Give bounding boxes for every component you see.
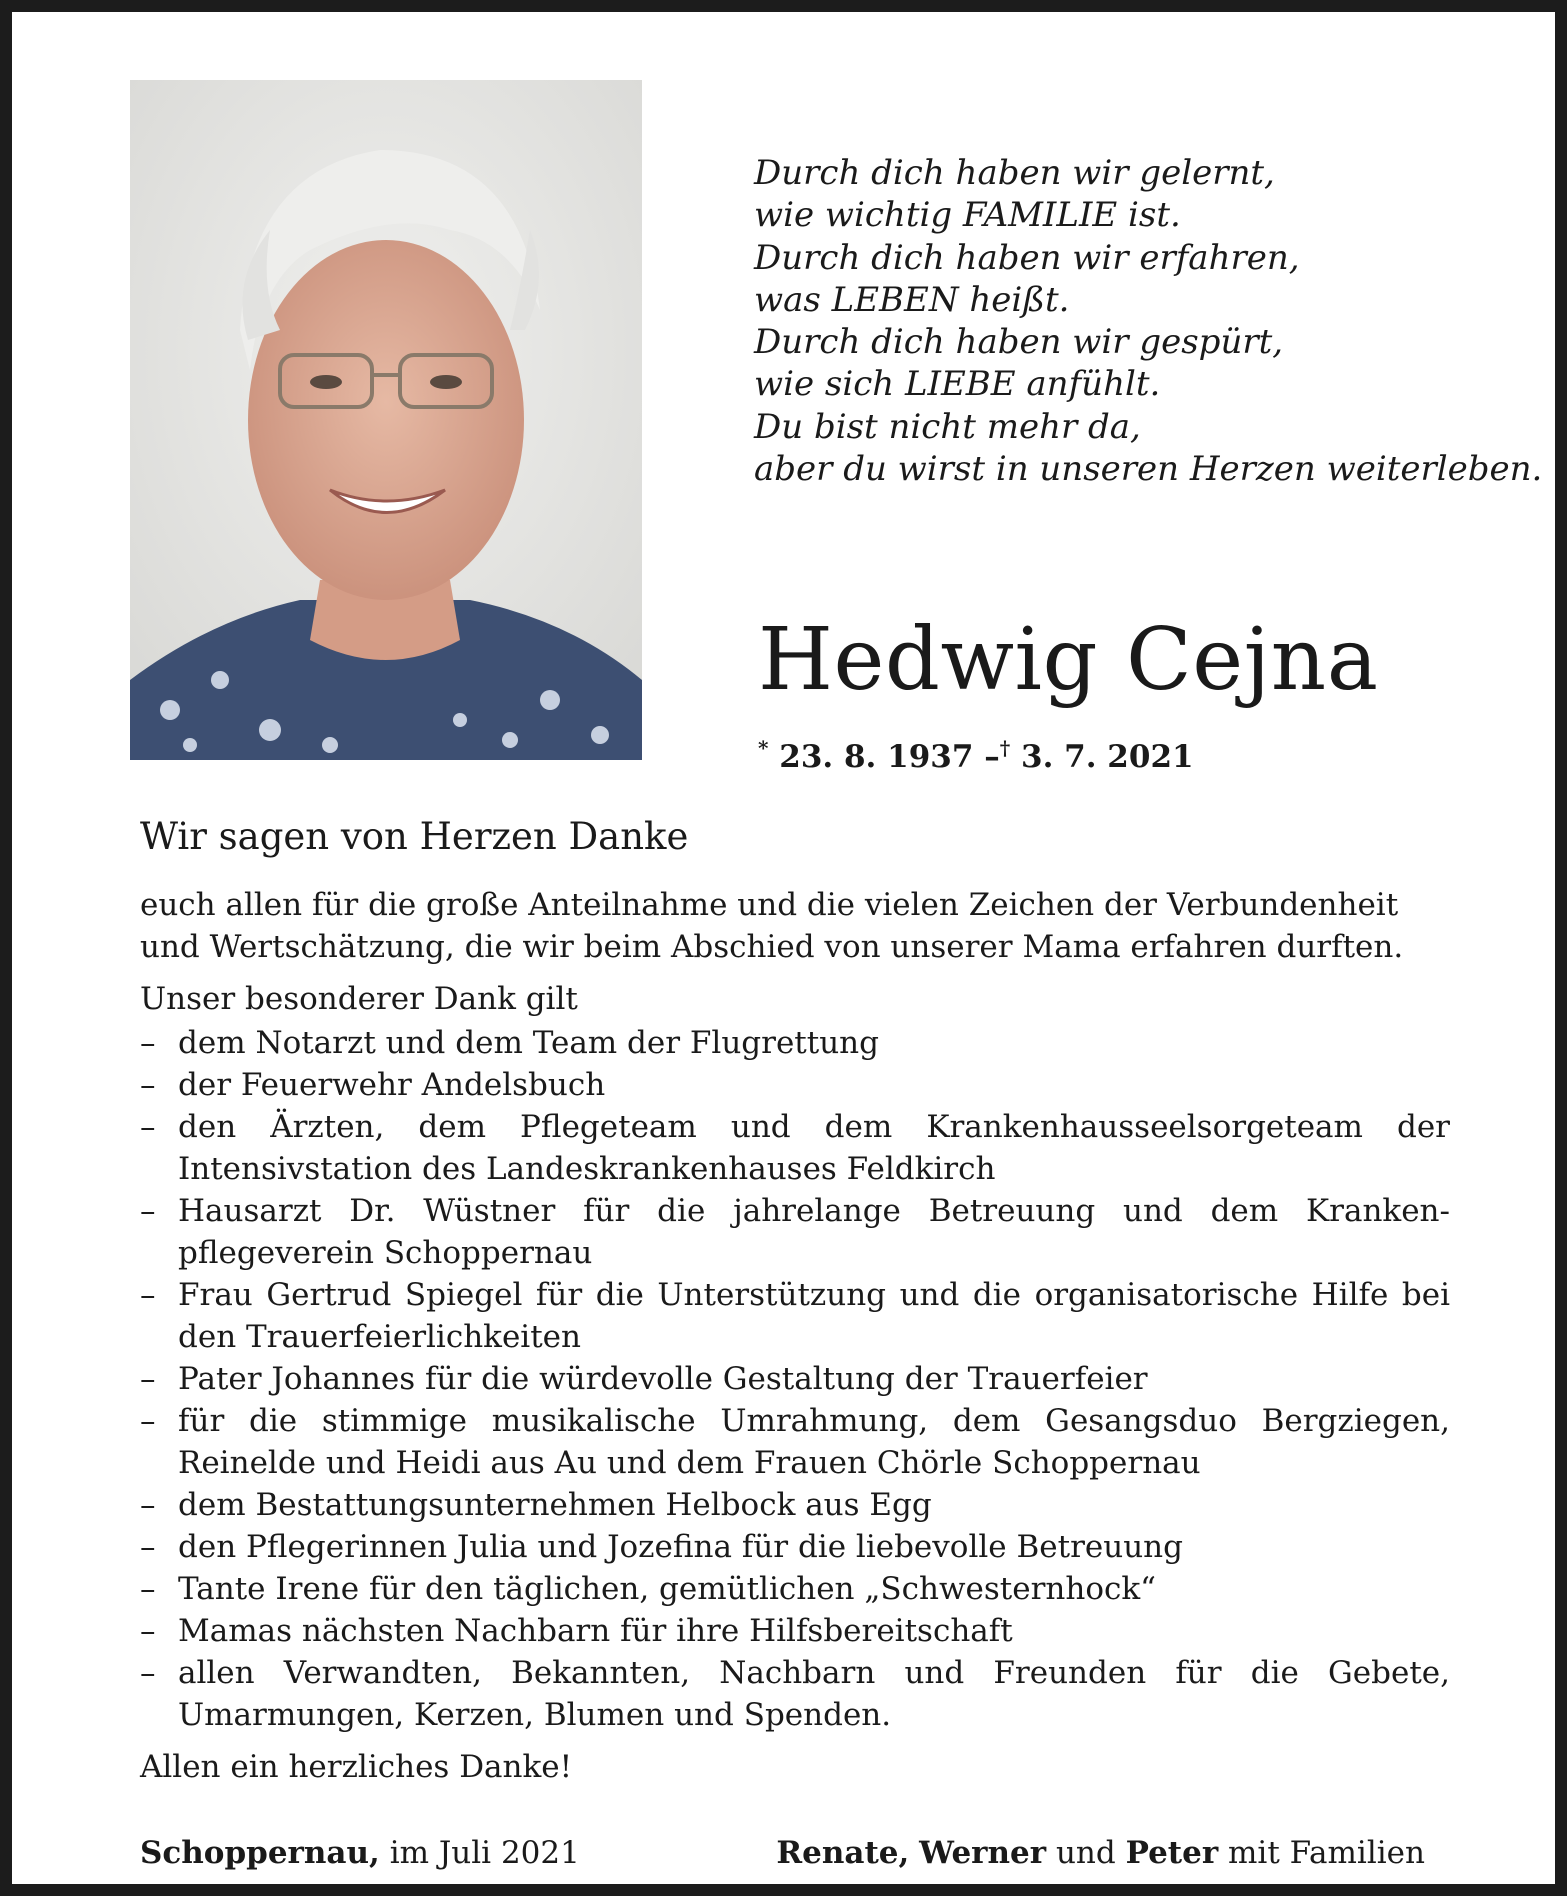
intro-line: euch allen für die große Anteilnahme und die vielen Zeichen der Verbundenheit: [140, 887, 1399, 923]
list-item-text: Mamas nächsten Nachbarn für ihre Hilfsbereitschaft: [178, 1613, 1013, 1649]
list-dash: –: [140, 1067, 156, 1103]
footer-signatures: [776, 1832, 1425, 1874]
portrait-photo: [130, 80, 642, 760]
list-item: [140, 1064, 1450, 1106]
list-item: [140, 1358, 1450, 1400]
list-dash: –: [140, 1277, 156, 1313]
list-item-text: der Feuerwehr Andelsbuch: [178, 1067, 606, 1103]
poem-line: was LEBEN heißt.: [754, 279, 1070, 320]
date-separator: –: [984, 739, 1000, 775]
list-item-text: den Pflegerinnen Julia und Jozefina für die liebevolle Betreuung: [178, 1529, 1183, 1565]
intro-paragraph: [140, 884, 1450, 968]
list-dash: –: [140, 1109, 156, 1145]
list-dash: –: [140, 1193, 156, 1229]
list-item: [140, 1274, 1450, 1358]
footer-connector: und: [1055, 1835, 1116, 1871]
poem-line: Durch dich haben wir gelernt,: [754, 153, 1275, 193]
list-item: [140, 1400, 1450, 1484]
thanks-lead: Unser besonderer Dank gilt: [140, 981, 578, 1017]
list-item: [140, 1190, 1450, 1274]
list-dash: –: [140, 1487, 156, 1523]
death-date: 3. 7. 2021: [1021, 739, 1194, 775]
list-dash: –: [140, 1613, 156, 1649]
list-dash: –: [140, 1361, 156, 1397]
list-dash: –: [140, 1529, 156, 1565]
list-item: [140, 1022, 1450, 1064]
poem-line: aber du wirst in unseren Herzen weiterleben.: [754, 449, 1543, 490]
signatory-name: Renate,: [776, 1835, 910, 1871]
list-item-text: für die stimmige musikalische Umrahmung, dem Gesangsduo Bergziegen, Reinelde und Heidi aus Au und dem Frauen Chörle Schoppernau: [178, 1403, 1450, 1481]
closing-line: Allen ein herzliches Danke!: [140, 1749, 573, 1785]
life-dates: [758, 728, 1194, 777]
signatory-name: Werner: [919, 1835, 1047, 1871]
list-item: [140, 1568, 1450, 1610]
list-item: [140, 1526, 1450, 1568]
poem-line: Durch dich haben wir erfahren,: [754, 237, 1300, 278]
birth-symbol: *: [758, 736, 769, 760]
poem-line: wie sich LIEBE anfühlt.: [754, 364, 1161, 405]
poem-line: wie wichtig FAMILIE ist.: [754, 195, 1181, 236]
list-item-text: Pater Johannes für die würdevolle Gestaltung der Trauerfeier: [178, 1361, 1148, 1397]
intro-line: und Wertschätzung, die wir beim Abschied von unserer Mama erfahren durften.: [140, 929, 1404, 965]
death-symbol: †: [999, 736, 1011, 760]
poem: [754, 152, 1543, 490]
list-item: [140, 1652, 1450, 1736]
thanks-body: [140, 884, 1450, 1788]
list-item-text: den Ärzten, dem Pflegeteam und dem Krankenhausseelsorgeteam der Intensivstation des Landeskrankenhauses Feldkirch: [178, 1109, 1450, 1187]
list-item: [140, 1610, 1450, 1652]
footer-place-date: [140, 1832, 580, 1874]
deceased-name: Hedwig Cejna: [758, 610, 1379, 710]
thanks-list: [140, 1022, 1450, 1736]
list-item: [140, 1106, 1450, 1190]
thanks-heading: Wir sagen von Herzen Danke: [140, 815, 689, 858]
signatory-name: Peter: [1125, 1835, 1219, 1871]
birth-date: 23. 8. 1937: [779, 739, 974, 775]
footer-date: im Juli 2021: [389, 1835, 580, 1871]
list-item-text: Tante Irene für den täglichen, gemütlichen „Schwesternhock“: [178, 1571, 1156, 1607]
list-dash: –: [140, 1571, 156, 1607]
list-item-text: dem Bestattungsunternehmen Helbock aus Egg: [178, 1487, 932, 1523]
list-item-text: allen Verwandten, Bekannten, Nachbarn und Freunden für die Gebete, Umarmungen, Kerzen, Blumen und Spenden.: [178, 1655, 1450, 1733]
list-item-text: Frau Gertrud Spiegel für die Unterstützung und die organisatorische Hilfe bei den Trauerfeierlichkeiten: [178, 1277, 1450, 1355]
footer-place: Schoppernau,: [140, 1835, 380, 1871]
list-item: [140, 1484, 1450, 1526]
poem-line: Du bist nicht mehr da,: [754, 406, 1141, 447]
list-item-text: dem Notarzt und dem Team der Flugrettung: [178, 1025, 879, 1061]
portrait-illustration: [130, 80, 642, 760]
list-dash: –: [140, 1655, 156, 1691]
list-item-text: Hausarzt Dr. Wüstner für die jahrelange Betreuung und dem Krankenpflegeverein Schoppernau: [178, 1193, 1450, 1271]
poem-line: Durch dich haben wir gespürt,: [754, 322, 1284, 363]
list-dash: –: [140, 1403, 156, 1439]
list-dash: –: [140, 1025, 156, 1061]
footer-families: mit Familien: [1228, 1835, 1425, 1871]
